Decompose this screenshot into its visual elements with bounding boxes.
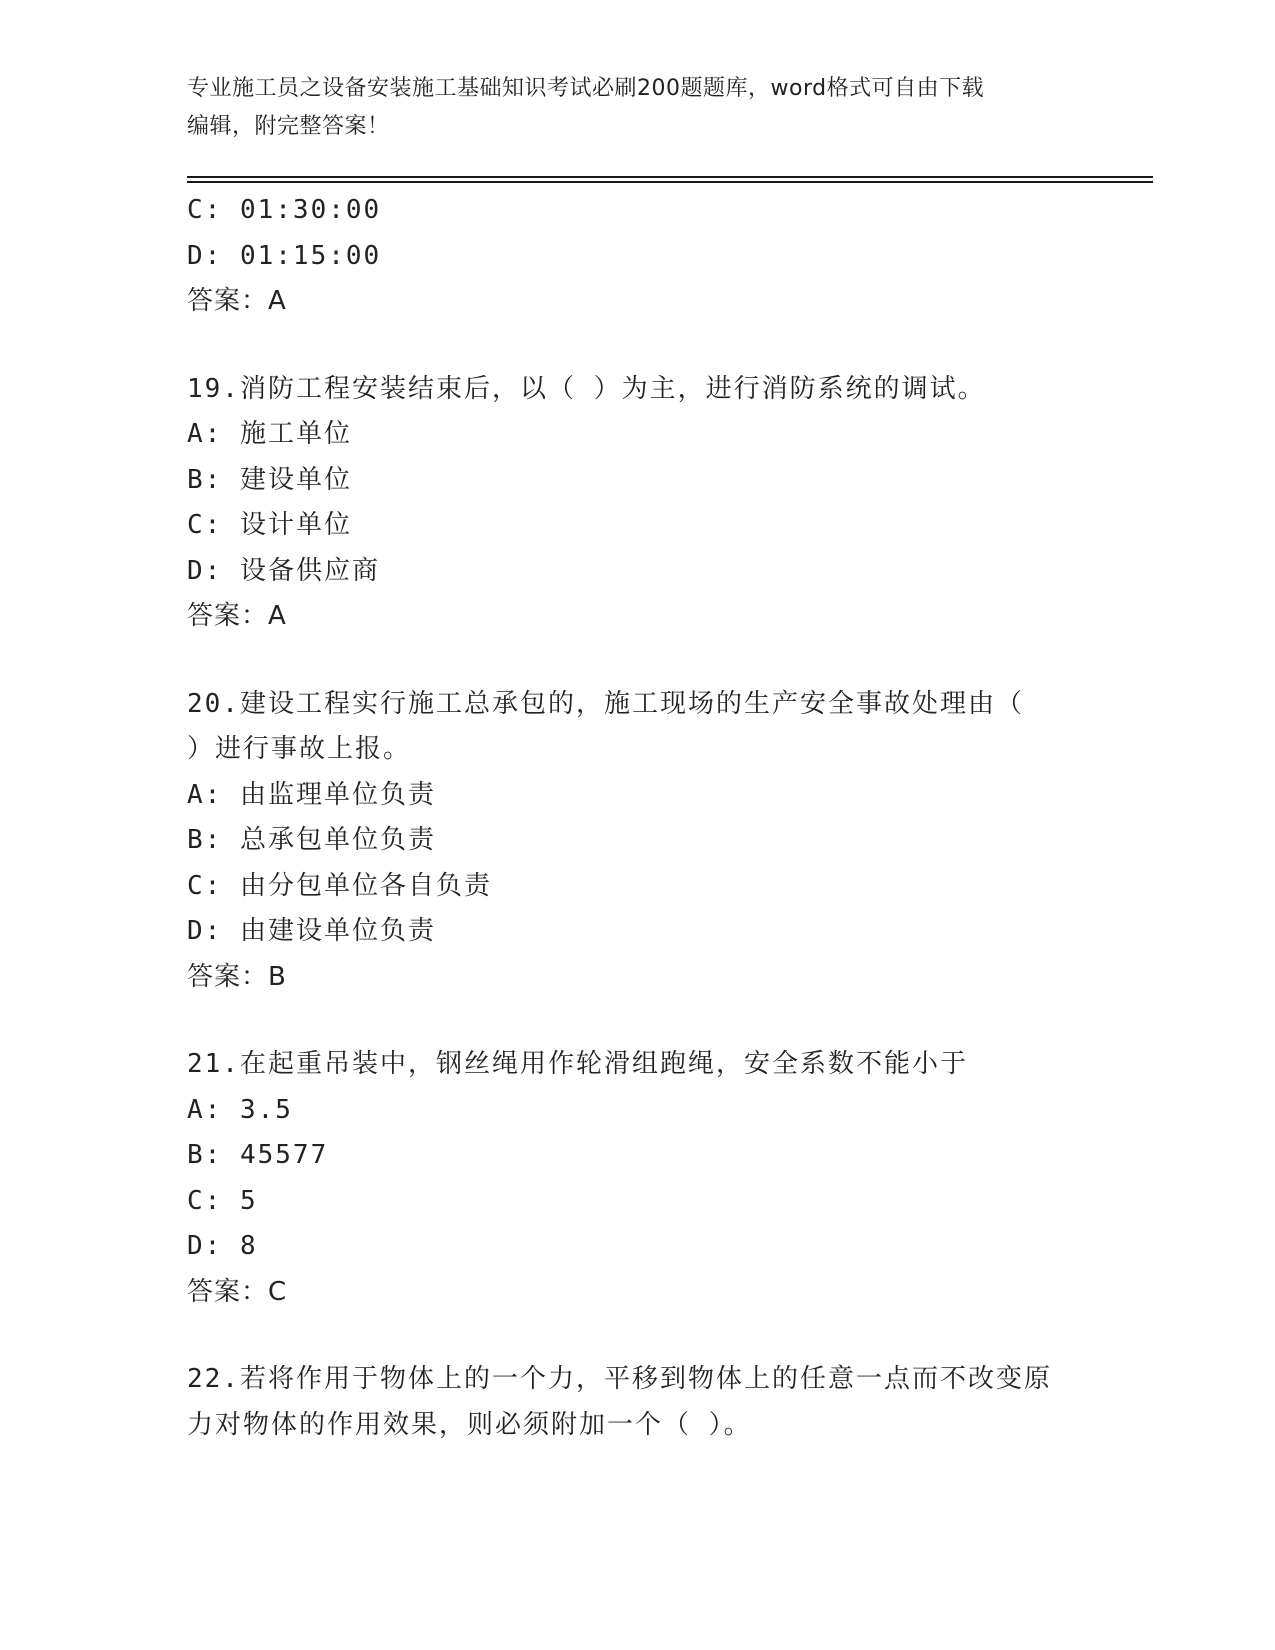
option-b: B: 总承包单位负责 (187, 825, 436, 855)
option-b: B: 建设单位 (187, 464, 352, 495)
spacer (187, 1315, 1087, 1357)
option-c: C: 5 (187, 1185, 258, 1216)
spacer (187, 325, 1087, 367)
option-d: D: 8 (187, 1231, 258, 1261)
header-title-line-1: 专业施工员之设备安装施工基础知识考试必刷200题题库，word格式可自由下载 (187, 76, 985, 101)
question-text-line-1: 22.若将作用于物体上的一个力，平移到物体上的任意一点而不改变原 (187, 1364, 1052, 1394)
answer-line: 答案：A (187, 286, 287, 316)
option-a: A: 由监理单位负责 (187, 779, 436, 810)
answer-line: 答案：C (187, 1276, 288, 1307)
question-block-18 (187, 188, 1087, 325)
option-d: D: 由建设单位负责 (187, 916, 436, 946)
answer-line: 答案：A (187, 601, 287, 631)
option-d: D: 01:15:00 (187, 240, 382, 271)
question-block-19 (187, 367, 1087, 640)
question-text-line-2: 力对物体的作用效果，则必须附加一个（ ）。 (187, 1409, 752, 1440)
option-b: B: 45577 (187, 1140, 329, 1170)
question-block-21 (187, 1042, 1087, 1315)
document-header (187, 70, 1067, 146)
question-block-20 (187, 682, 1087, 1001)
header-title-line-2: 编辑，附完整答案！ (187, 114, 390, 139)
option-c: C: 由分包单位各自负责 (187, 870, 492, 901)
spacer (187, 1000, 1087, 1042)
question-text-line-1: 20.建设工程实行施工总承包的，施工现场的生产安全事故处理由（ (187, 688, 1024, 719)
answer-line: 答案：B (187, 961, 287, 992)
option-d: D: 设备供应商 (187, 555, 380, 586)
question-block-22 (187, 1357, 1087, 1448)
question-text: 19.消防工程安装结束后，以（ ）为主，进行消防系统的调试。 (187, 373, 986, 404)
spacer (187, 640, 1087, 682)
option-a: A: 3.5 (187, 1094, 293, 1125)
option-c: C: 设计单位 (187, 510, 352, 540)
question-list (187, 188, 1087, 1448)
question-text: 21.在起重吊装中，钢丝绳用作轮滑组跑绳，安全系数不能小于 (187, 1049, 968, 1079)
option-c: C: 01:30:00 (187, 195, 382, 225)
header-divider-top (187, 176, 1153, 178)
question-text-line-2: ）进行事故上报。 (187, 734, 412, 764)
header-divider-bottom (187, 181, 1153, 183)
option-a: A: 施工单位 (187, 419, 352, 449)
